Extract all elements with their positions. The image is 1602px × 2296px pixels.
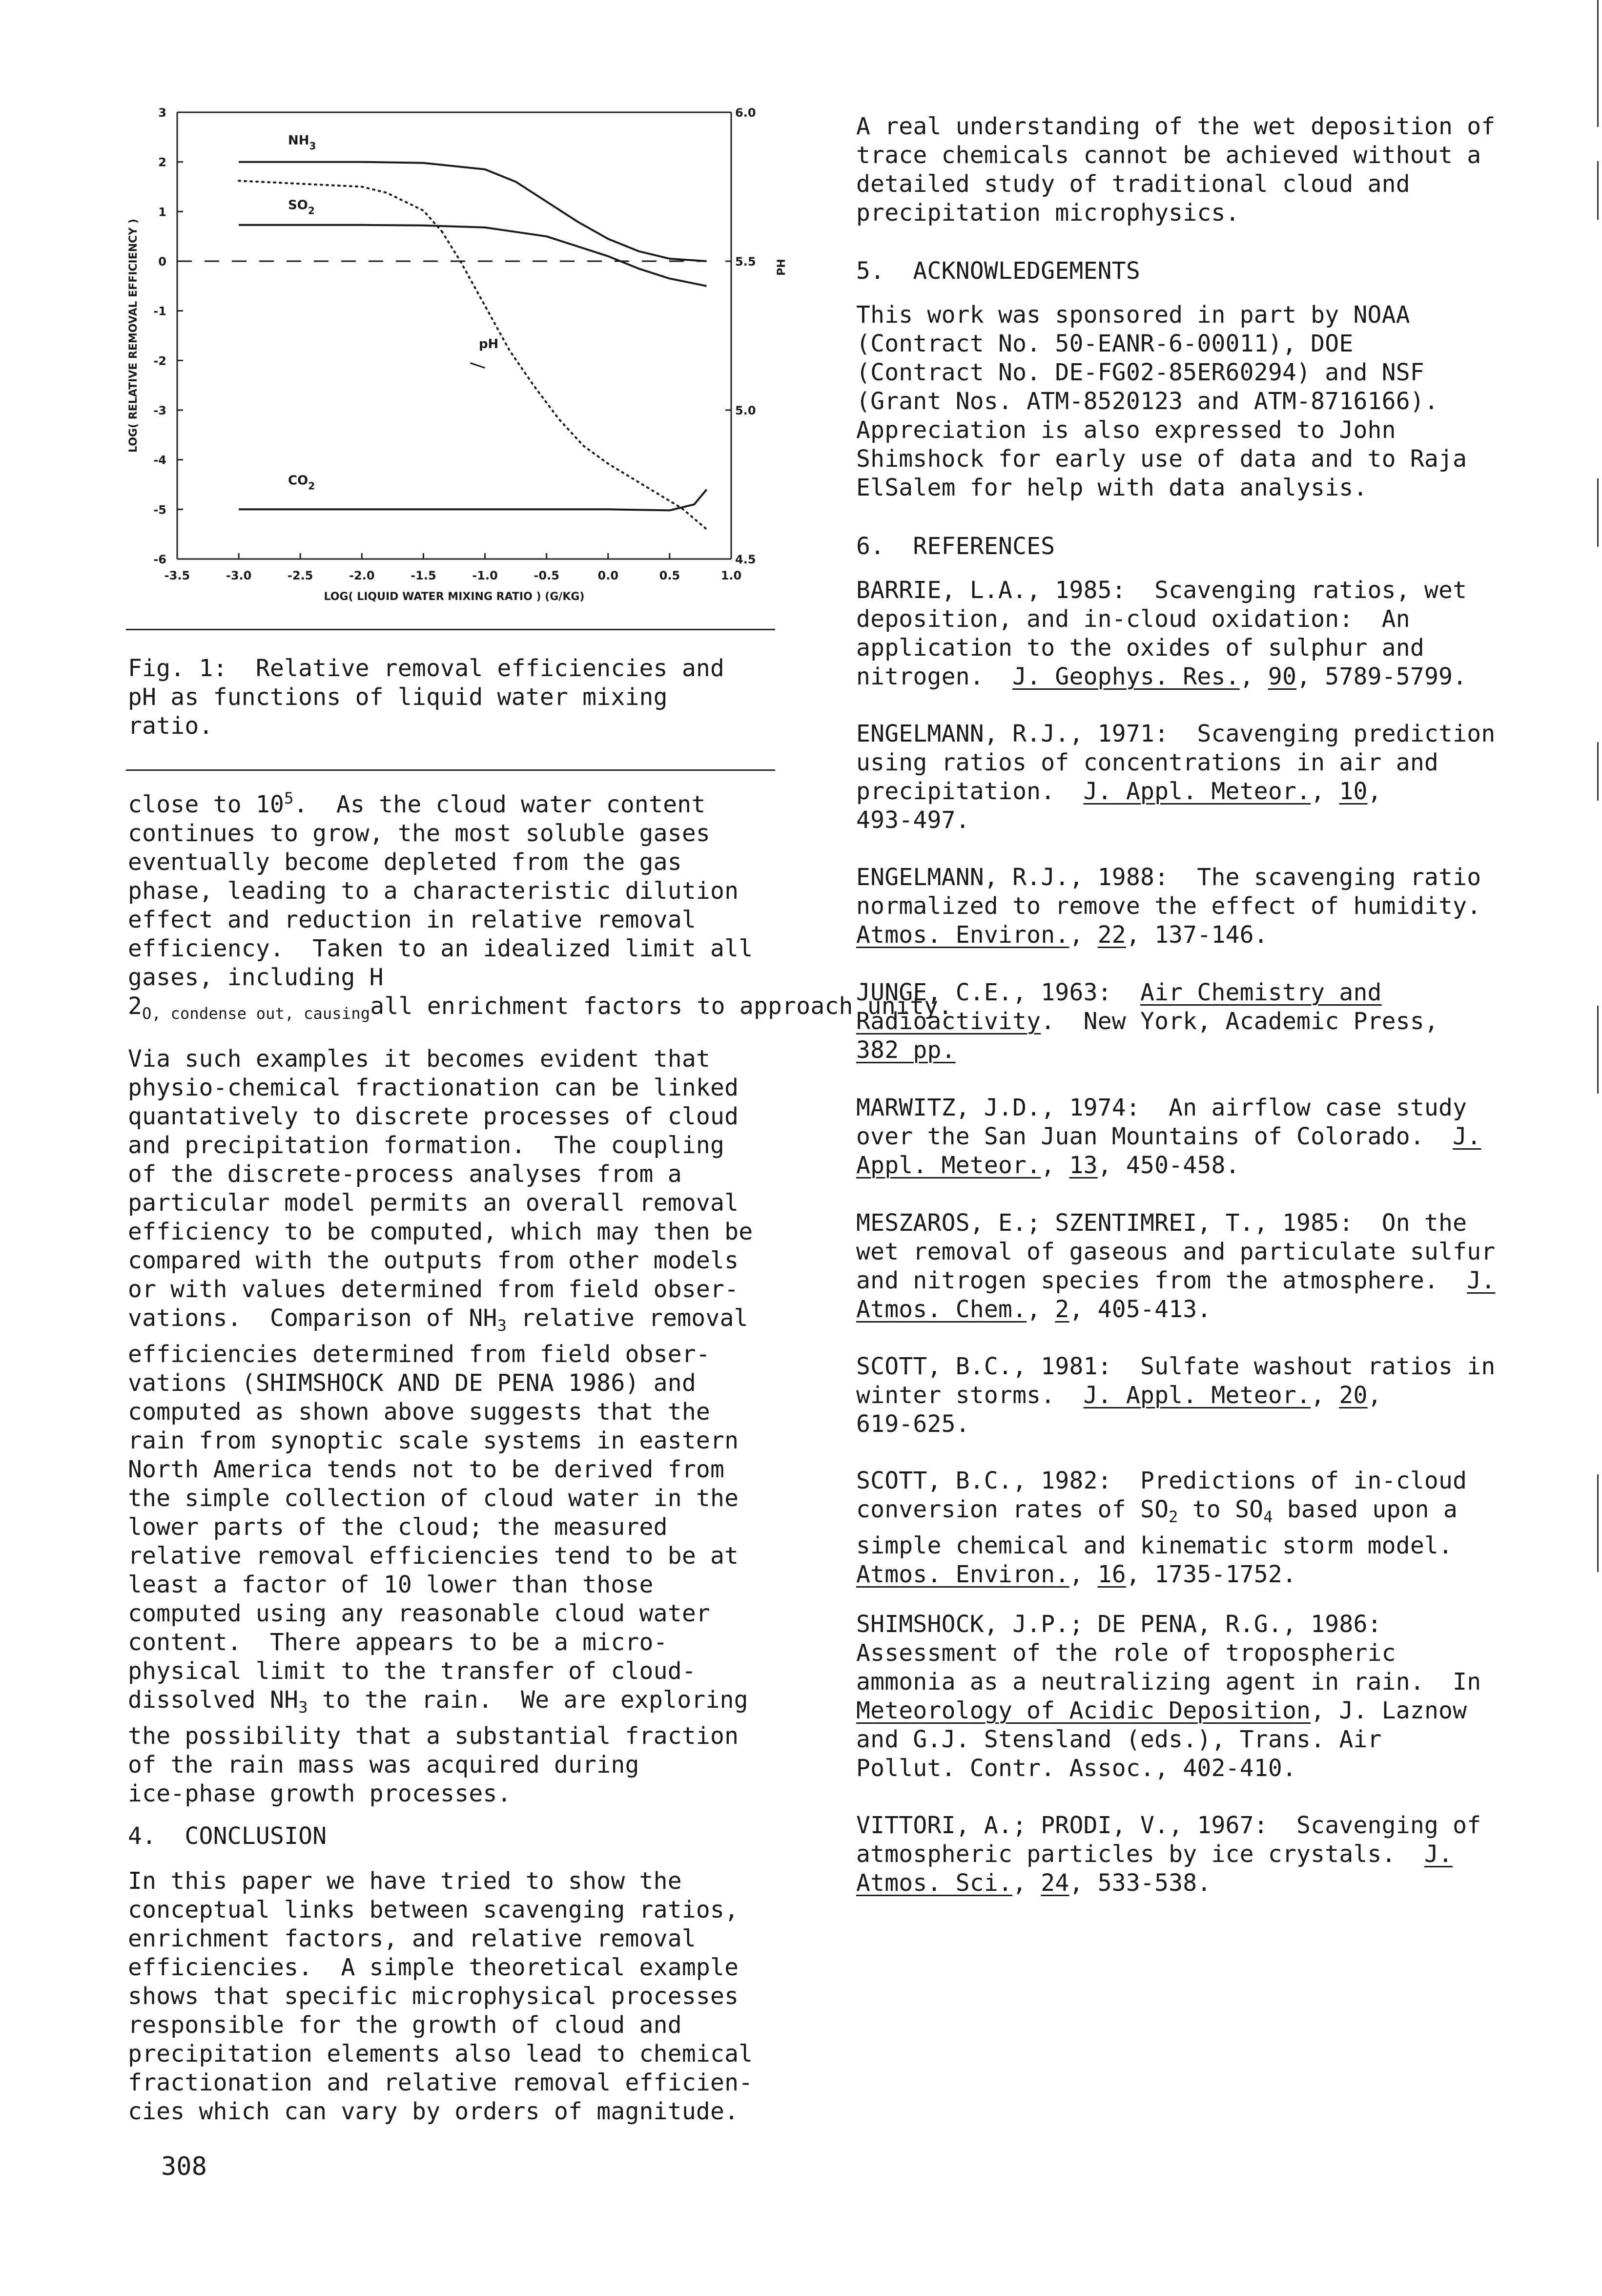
y2-axis-label: PH xyxy=(776,259,788,276)
reference-barrie: BARRIE, L.A., 1985: Scavenging ratios, wet deposition, and in-cloud oxidation: An application to the oxides of sulphur and nitrogen. J. Geophys. Res., 90, 5789-5799. xyxy=(856,577,1467,690)
right-paragraph-1: A real understanding of the wet deposition of trace chemicals cannot be achieved without a detailed study of traditional cloud and precipitation microphysics. xyxy=(856,113,1496,227)
x-tick-label: 1.0 xyxy=(720,569,742,582)
x-tick-label: -2.5 xyxy=(287,569,313,582)
caption-bottom-rule xyxy=(126,769,775,771)
left-paragraph-1: close to $10^5$. As the cloud water content continues to grow, the most soluble gases eventually become depleted from the gas phase, leading to a characteristic dilution effect and reduction in relative removal efficiency. Taken to an idealized limit all gases, including H $2_{O, condense out, causing}all$ enrichment factors to approach unity. xyxy=(128,789,953,1023)
reference-junge: JUNGE, C.E., 1963: Air Chemistry and Radioactivity. New York, Academic Press, 382 pp. xyxy=(856,979,1439,1064)
acknowledgements-heading: 5. ACKNOWLEDGEMENTS xyxy=(856,257,1140,285)
x-tick-label: -1.5 xyxy=(411,569,436,582)
ph-arrow xyxy=(470,363,485,368)
y-tick-label: 1 xyxy=(158,205,166,219)
y2-tick-label: 5.0 xyxy=(735,404,756,417)
scan-edge-mark xyxy=(1597,1474,1599,1572)
reference-marwitz: MARWITZ, J.D., 1974: An airflow case study over the San Juan Mountains of Colorado. J. Appl. Meteor., 13, 450-458. xyxy=(856,1094,1481,1179)
scan-edge-mark xyxy=(1597,1006,1599,1094)
conclusion-heading: 4. CONCLUSION xyxy=(128,1822,327,1850)
caption-line: pH as functions of liquid water mixing xyxy=(128,683,668,711)
caption-line: Fig. 1: Relative removal efficiencies and xyxy=(128,655,725,682)
reference-shimshock: SHIMSHOCK, J.P.; DE PENA, R.G., 1986: Assessment of the role of tropospheric ammonia as a neutralizing agent in rain. In Meteorology of Acidic Deposition, J. Laznow and G.J. Stensland (eds.), Trans. Air Pollut. Contr. Assoc., 402-410. xyxy=(856,1611,1481,1782)
caption-line: ratio. xyxy=(128,712,213,740)
series-annotation: pH xyxy=(478,336,499,352)
reference-meszaros: MESZAROS, E.; SZENTIMREI, T., 1985: On the wet removal of gaseous and particulate sulfur and nitrogen species from the atmosphere. J. Atmos. Chem., 2, 405-413. xyxy=(856,1209,1496,1323)
left-paragraph-3: In this paper we have tried to show the conceptual links between scavenging ratios, enrichment factors, and relative removal efficiencies. A simple theoretical example shows that specific microphysical processes responsible for the growth of cloud and precipitation elements also lead to chemical fractionation and relative removal efficien- cies which can vary by orders of magnitude. xyxy=(128,1867,753,2125)
scan-edge-mark xyxy=(1597,478,1599,547)
y2-tick-label: 6.0 xyxy=(735,106,756,120)
y2-tick-label: 5.5 xyxy=(735,255,756,269)
x-tick-label: -0.5 xyxy=(534,569,559,582)
figure-caption xyxy=(128,654,724,741)
reference-engelmann-1988: ENGELMANN, R.J., 1988: The scavenging ratio normalized to remove the effect of humidity. Atmos. Environ., 22, 137-146. xyxy=(856,864,1481,949)
page-number: 308 xyxy=(161,2152,207,2181)
series-annotation: $NH_3$ xyxy=(288,133,316,152)
reference-vittori: VITTORI, A.; PRODI, V., 1967: Scavenging of atmospheric particles by ice crystals. J. Atmos. Sci., 24, 533-538. xyxy=(856,1812,1481,1897)
y2-tick-label: 4.5 xyxy=(735,553,756,566)
acknowledgements-text: This work was sponsored in part by NOAA (Contract No. 50-EANR-6-00011), DOE (Contract No. DE-FG02-85ER60294) and NSF (Grant Nos. ATM-8520123 and ATM-8716166). Appreciation is also expressed to John Shimshock for early use of data and to Raja ElSalem for help with data analysis. xyxy=(856,301,1467,501)
figure-1-chart xyxy=(126,103,788,620)
y-tick-label: -1 xyxy=(153,304,166,318)
series-line-so2-ph- xyxy=(239,181,442,231)
x-tick-label: 0.0 xyxy=(597,569,619,582)
reference-scott-1981: SCOTT, B.C., 1981: Sulfate washout ratios in winter storms. J. Appl. Meteor., 20, 619-625. xyxy=(856,1353,1496,1438)
series-line-ph xyxy=(442,231,706,529)
series-line-co2 xyxy=(239,490,707,511)
y-tick-label: -3 xyxy=(153,404,166,417)
reference-scott-1982: SCOTT, B.C., 1982: Predictions of in-cloud conversion rates of $SO_2$ to $SO_4$ based upon a simple chemical and kinematic storm model. Atmos. Environ., 16, 1735-1752. xyxy=(856,1467,1467,1588)
scan-edge-mark xyxy=(1597,0,1599,127)
series-annotation: $SO_2$ xyxy=(288,198,315,217)
left-paragraph-2: Via such examples it becomes evident that physio-chemical fractionation can be linked quantatively to discrete processes of cloud and precipitation formation. The coupling of the discrete-process analyses from a particular model permits an overall removal efficiency to be computed, which may then be compared with the outputs from other models or with values determined from field obser- vations. Comparison of $NH_3$ relative removal efficiencies determined from field obser- vations (SHIMSHOCK AND DE PENA 1986) and computed as shown above suggests that the rain from synoptic scale systems in eastern North America tends not to be derived from the simple collection of cloud water in the lower parts of the cloud; the measured relative removal efficiencies tend to be at least a factor of 10 lower than those computed using any reasonable cloud water content. There appears to be a micro- physical limit to the transfer of cloud- dissolved $NH_3$ to the rain. We are exploring the possibility that a substantial fraction of the rain mass was acquired during ice-phase growth processes. xyxy=(128,1045,753,1807)
reference-engelmann-1971: ENGELMANN, R.J., 1971: Scavenging prediction using ratios of concentrations in air and precipitation. J. Appl. Meteor., 10, 493-497. xyxy=(856,720,1496,834)
y-tick-label: -6 xyxy=(153,553,166,566)
y-tick-label: -4 xyxy=(153,453,166,467)
scan-edge-mark xyxy=(1597,161,1599,220)
x-tick-label: 0.5 xyxy=(659,569,680,582)
x-tick-label: -2.0 xyxy=(349,569,375,582)
references-heading: 6. REFERENCES xyxy=(856,533,1055,560)
y-tick-label: 2 xyxy=(158,155,166,169)
x-tick-label: -1.0 xyxy=(472,569,498,582)
y-axis-label: LOG( RELATIVE REMOVAL EFFICIENCY ) xyxy=(127,219,140,453)
scan-edge-mark xyxy=(1597,742,1599,801)
y-tick-label: 0 xyxy=(158,255,166,269)
x-tick-label: -3.0 xyxy=(226,569,252,582)
y-tick-label: 3 xyxy=(158,106,166,120)
x-axis-label: LOG( LIQUID WATER MIXING RATIO ) (G/KG) xyxy=(324,591,585,603)
y-tick-label: -5 xyxy=(153,503,166,517)
x-tick-label: -3.5 xyxy=(164,569,190,582)
y-tick-label: -2 xyxy=(153,354,166,368)
series-line-so2 xyxy=(239,225,707,286)
series-annotation: $CO_2$ xyxy=(288,473,315,492)
caption-top-rule xyxy=(126,629,775,630)
